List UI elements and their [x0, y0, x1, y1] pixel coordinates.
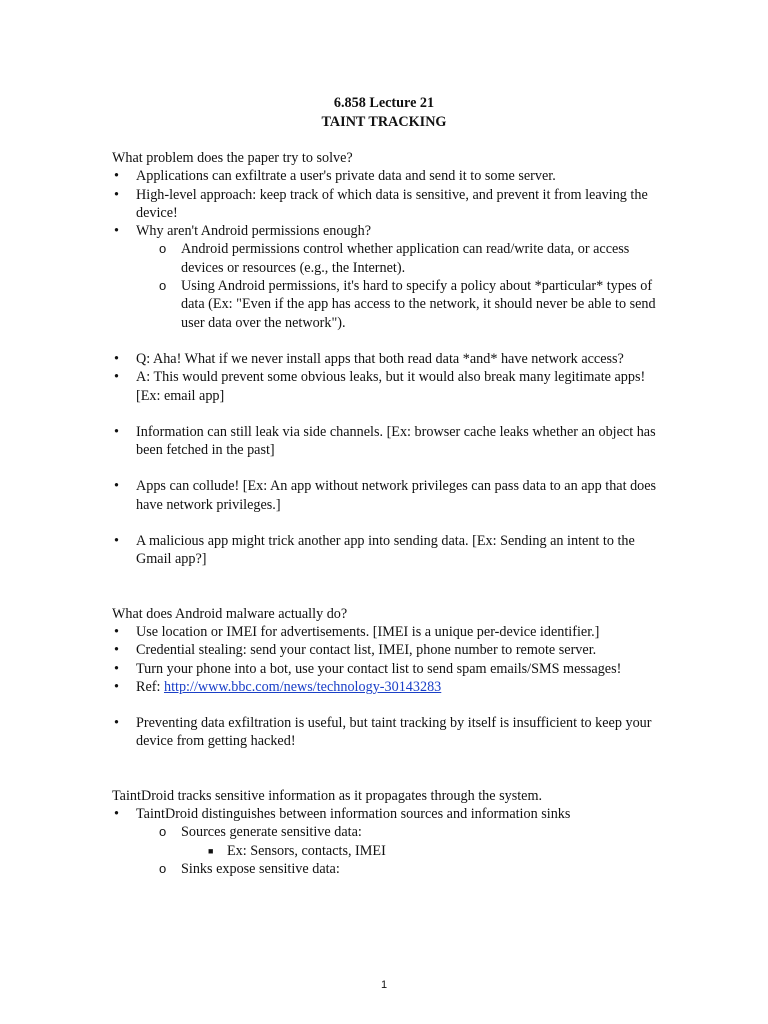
list-item	[112, 423, 672, 460]
bullet-icon: •	[114, 533, 119, 550]
spacer	[112, 751, 672, 769]
list-item	[112, 186, 672, 223]
page-number: 1	[380, 979, 388, 991]
answer-text: A: This would prevent some obvious leaks, but it would also break many legitimate apps! [Ex: email app]	[136, 369, 646, 404]
circle-bullet-icon: o	[159, 824, 167, 840]
bullet-icon: •	[114, 423, 119, 440]
spacer	[112, 569, 672, 587]
list-item-text: Applications can exfiltrate a user's private data and send it to some server.	[136, 168, 556, 185]
spacer	[112, 696, 672, 714]
document-body	[112, 149, 672, 878]
list-item-text: Use location or IMEI for advertisements. [IMEI is a unique per-device identifier.]	[136, 623, 600, 640]
lecture-title: TAINT TRACKING	[321, 114, 447, 130]
spacer	[112, 514, 672, 532]
sub-list-item	[112, 240, 672, 277]
list-item-text: Turn your phone into a bot, use your contact list to send spam emails/SMS messages!	[136, 660, 622, 677]
list-item-text: A malicious app might trick another app into sending data. [Ex: Sending an intent to the Gmail app?]	[136, 533, 635, 568]
sub-list-item	[112, 860, 672, 878]
bullet-icon: •	[114, 715, 119, 732]
bullet-icon: •	[114, 168, 119, 185]
bullet-icon: •	[114, 660, 119, 677]
bullet-icon: •	[114, 642, 119, 659]
circle-bullet-icon: o	[159, 860, 167, 876]
section-heading-taintdroid: TaintDroid tracks sensitive information as it propagates through the system.	[112, 787, 543, 804]
list-item	[112, 222, 672, 240]
sub-list-item-text: Using Android permissions, it's hard to specify a policy about *particular* types of data (Ex: "Even if the app has access to the network, it should never be able to send user data over the network").	[181, 278, 656, 331]
list-item	[112, 660, 672, 678]
spacer	[112, 405, 672, 423]
spacer	[112, 332, 672, 350]
list-item-text: High-level approach: keep track of which data is sensitive, and prevent it from leaving the device!	[136, 186, 648, 221]
sub-list-item-text: Sources generate sensitive data:	[181, 824, 362, 841]
list-item	[112, 678, 672, 696]
reference-link[interactable]: http://www.bbc.com/news/technology-30143283	[163, 678, 442, 695]
section-heading-problem: What problem does the paper try to solve?	[112, 150, 353, 166]
bullet-icon: •	[114, 223, 119, 240]
lecture-number: 6.858 Lecture 21	[333, 95, 435, 111]
sub-sub-list-item-text: Ex: Sensors, contacts, IMEI	[227, 842, 386, 859]
list-item	[112, 368, 672, 405]
bullet-icon: •	[114, 350, 119, 367]
sub-list-item	[112, 277, 672, 332]
section-heading-malware: What does Android malware actually do?	[112, 605, 348, 622]
list-item-text: Preventing data exfiltration is useful, but taint tracking by itself is insufficient to keep your device from getting hacked!	[136, 715, 652, 750]
bullet-icon: •	[114, 678, 119, 695]
list-item-text: Apps can collude! [Ex: An app without network privileges can pass data to an app that does have network privileges.]	[136, 478, 657, 513]
list-item	[112, 805, 672, 823]
list-item	[112, 350, 672, 368]
bullet-icon: •	[114, 623, 119, 640]
circle-bullet-icon: o	[159, 278, 167, 294]
list-item-text: TaintDroid distinguishes between information sources and information sinks	[136, 806, 571, 823]
list-item	[112, 477, 672, 514]
list-item-text: Why aren't Android permissions enough?	[136, 223, 372, 240]
bullet-icon: •	[114, 186, 119, 203]
sub-sub-list-item	[112, 842, 672, 860]
spacer	[112, 587, 672, 605]
title-block	[0, 94, 768, 132]
bullet-icon: •	[114, 806, 119, 823]
list-item-text: Credential stealing: send your contact list, IMEI, phone number to remote server.	[136, 642, 597, 659]
list-item	[112, 167, 672, 185]
question-text: Q: Aha! What if we never install apps that both read data *and* have network access?	[136, 350, 624, 367]
list-item	[112, 623, 672, 641]
spacer	[112, 459, 672, 477]
circle-bullet-icon: o	[159, 241, 167, 257]
sub-list-item-text: Sinks expose sensitive data:	[181, 860, 340, 877]
sub-list-item	[112, 823, 672, 841]
ref-prefix: Ref:	[136, 678, 164, 695]
list-item-text: Information can still leak via side channels. [Ex: browser cache leaks whether an object has been fetched in the past]	[136, 423, 656, 459]
list-item	[112, 532, 672, 569]
list-item	[112, 641, 672, 659]
sub-list-item-text: Android permissions control whether application can read/write data, or access devices or resources (e.g., the Internet).	[181, 241, 630, 276]
bullet-icon: •	[114, 369, 119, 386]
bullet-icon: •	[114, 478, 119, 495]
spacer	[112, 769, 672, 787]
list-item	[112, 714, 672, 751]
square-bullet-icon: ■	[208, 845, 214, 856]
